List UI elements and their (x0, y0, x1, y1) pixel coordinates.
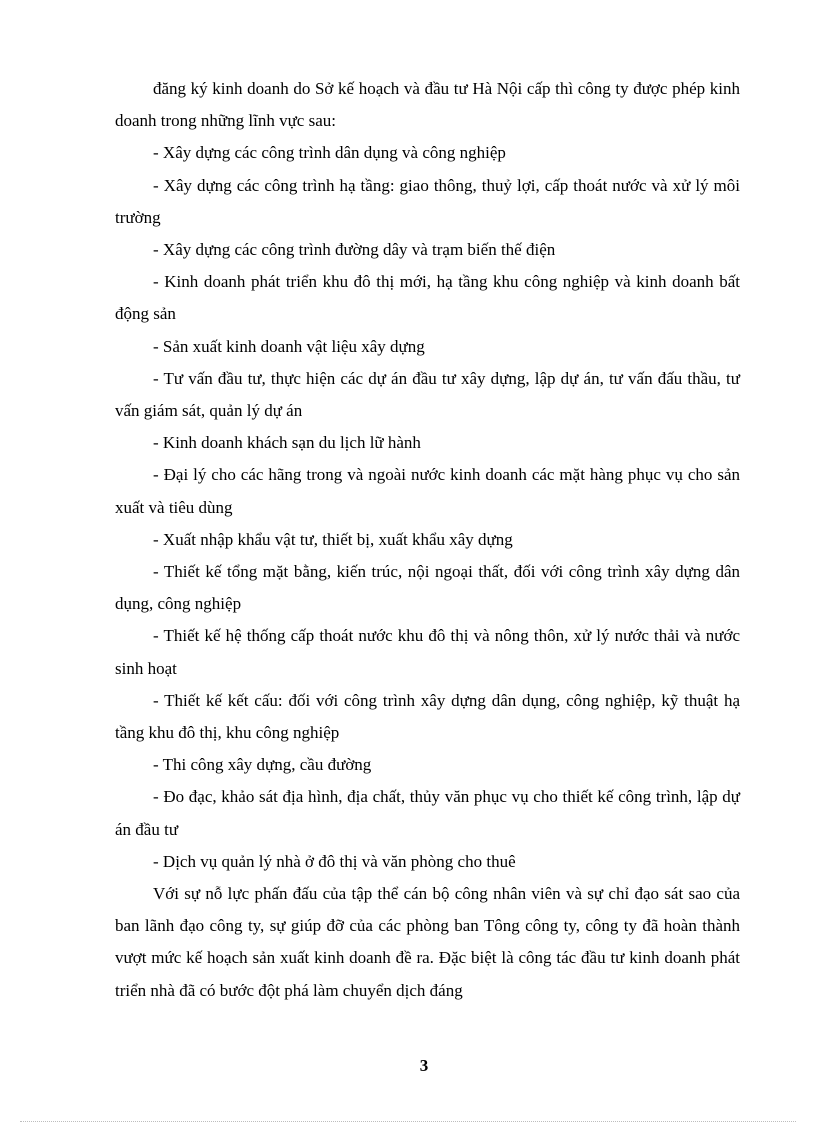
list-item-road-construction: - Thi công xây dựng, cầu đường (153, 755, 372, 775)
list-item-civil-construction: - Xây dựng các công trình dân dụng và công nghiệp (153, 143, 506, 163)
list-item-property-management: - Dịch vụ quản lý nhà ở đô thị và văn phòng cho thuê (153, 851, 516, 871)
list-item-power-lines: - Xây dựng các công trình đường dây và trạm biến thế điện (153, 240, 556, 260)
list-item-building-materials: - Sản xuất kinh doanh vật liệu xây dựng (153, 336, 425, 356)
body-text (115, 73, 740, 1007)
paragraph-achievements: Với sự nỗ lực phấn đấu của tập thể cán bộ công nhân viên và sự chỉ đạo sát sao của ban lãnh đạo công ty, sự giúp đỡ của các phòng ban Tông công ty, công ty đã hoàn thành vượt mức kế hoạch sản xuất kinh doanh đề ra. Đặc biệt là công tác đầu tư kinh doanh phát triển nhà đã có bước đột phá làm chuyển dịch đáng (115, 884, 740, 1000)
list-item-water-systems: - Thiết kế hệ thống cấp thoát nước khu đô thị và nông thôn, xử lý nước thải và nước sinh hoạt (115, 626, 740, 678)
list-item-trade-agency: - Đại lý cho các hãng trong và ngoài nước kinh doanh các mặt hàng phục vụ cho sản xuất và tiêu dùng (115, 465, 740, 517)
list-item-investment-consulting: - Tư vấn đầu tư, thực hiện các dự án đầu tư xây dựng, lập dự án, tư vấn đấu thầu, tư vấn giám sát, quản lý dự án (115, 368, 740, 421)
footer-divider (20, 1121, 796, 1122)
list-item-structural-design: - Thiết kế kết cấu: đối với công trình xây dựng dân dụng, công nghiệp, kỹ thuật hạ tầng khu đô thị, khu công nghiệp (115, 690, 740, 743)
list-item-hotel-tourism: - Kinh doanh khách sạn du lịch lữ hành (153, 433, 421, 453)
list-item-architecture-design: - Thiết kế tổng mặt bằng, kiến trúc, nội ngoại thất, đối với công trình xây dựng dân dụng, công nghiệp (115, 562, 740, 614)
list-item-infrastructure: - Xây dựng các công trình hạ tầng: giao thông, thuỷ lợi, cấp thoát nước và xử lý môi trường (115, 175, 740, 227)
list-item-import-export: - Xuất nhập khẩu vật tư, thiết bị, xuất khẩu xây dựng (153, 529, 513, 549)
list-item-surveying: - Đo đạc, khảo sát địa hình, địa chất, thủy văn phục vụ cho thiết kế công trình, lập dự án đầu tư (115, 787, 740, 839)
page-number: 3 (419, 1056, 429, 1075)
list-item-urban-development: - Kinh doanh phát triển khu đô thị mới, hạ tầng khu công nghiệp và kinh doanh bất động sản (115, 272, 740, 324)
paragraph-intro: đăng ký kinh doanh do Sở kế hoạch và đầu tư Hà Nội cấp thì công ty được phép kinh doanh trong những lĩnh vực sau: (115, 79, 740, 131)
